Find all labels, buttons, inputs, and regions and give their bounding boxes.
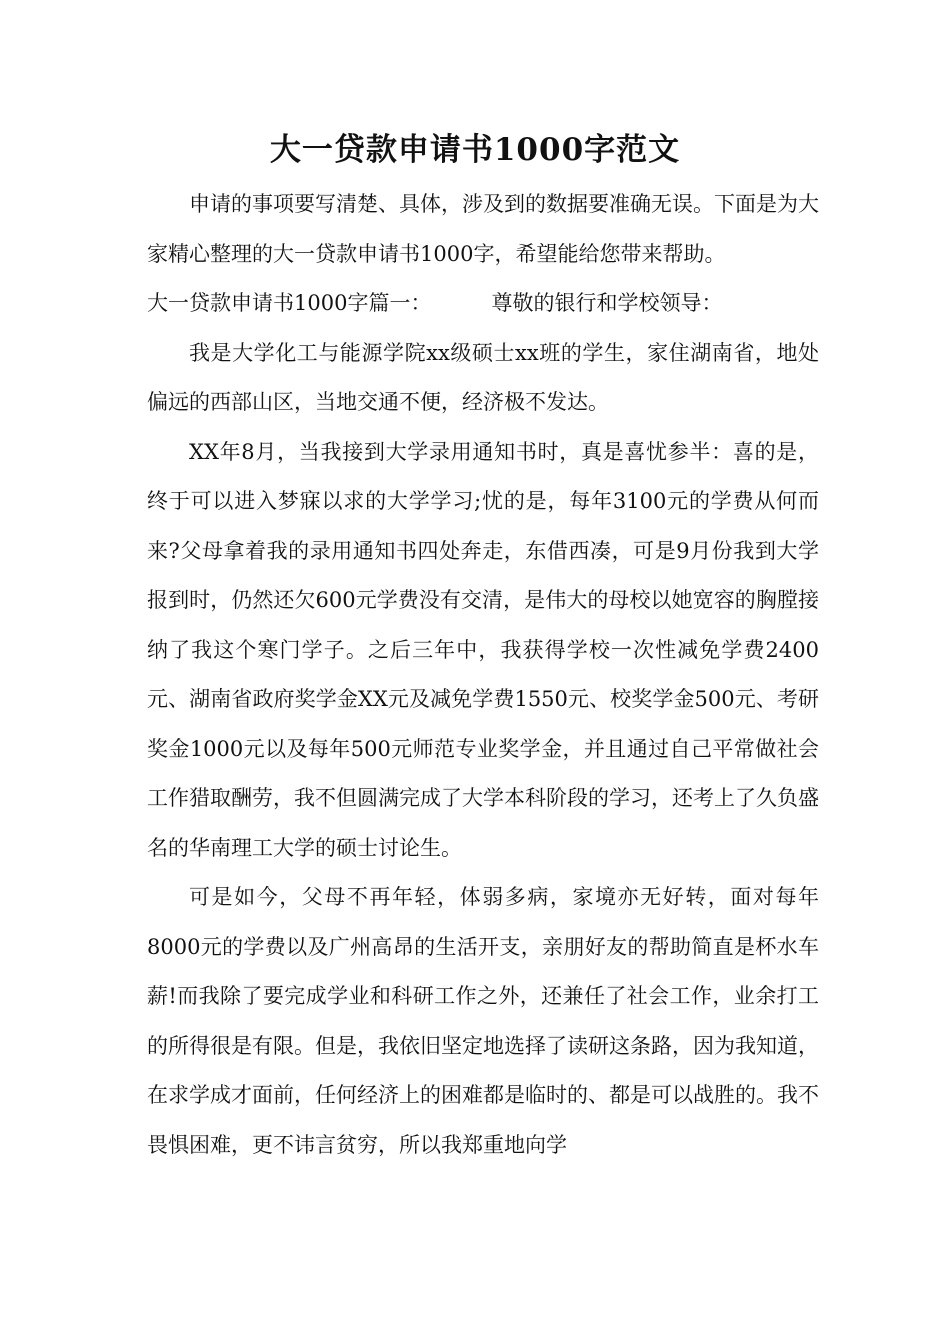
document-body (147, 180, 819, 1170)
section-heading: 大一贷款申请书1000字篇一： (147, 291, 432, 315)
section-heading-line (147, 279, 819, 329)
salutation: 尊敬的银行和学校领导： (491, 291, 723, 315)
document-title: 大一贷款申请书1000字范文 (269, 132, 681, 168)
body-paragraph-2: XX年8月，当我接到大学录用通知书时，真是喜忧参半：喜的是，终于可以进入梦寐以求的大学学习;忧的是，每年3100元的学费从何而来?父母拿着我的录用通知书四处奔走，东借西凑，可是9月份我到大学报到时，仍然还欠600元学费没有交清，是伟大的母校以她宽容的胸膛接纳了我这个寒门学子。之后三年中，我获得学校一次性减免学费2400元、湖南省政府奖学金XX元及减免学费1550元、校奖学金500元、考研奖金1000元以及每年500元师范专业奖学金，并且通过自己平常做社会工作猎取酬劳，我不但圆满完成了大学本科阶段的学习，还考上了久负盛名的华南理工大学的硕士讨论生。 (147, 439, 819, 860)
body-paragraph-3: 可是如今，父母不再年轻，体弱多病，家境亦无好转，面对每年8000元的学费以及广州高昂的生活开支，亲朋好友的帮助简直是杯水车薪!而我除了要完成学业和科研工作之外，还兼任了社会工作，业余打工的所得很是有限。但是，我依旧坚定地选择了读研这条路，因为我知道，在求学成才面前，任何经济上的困难都是临时的、都是可以战胜的。我不畏惧困难，更不讳言贫穷，所以我郑重地向学 (147, 885, 819, 1157)
intro-paragraph: 申请的事项要写清楚、具体，涉及到的数据要准确无误。下面是为大家精心整理的大一贷款申请书1000字，希望能给您带来帮助。 (147, 192, 819, 266)
body-paragraph-1: 我是大学化工与能源学院xx级硕士xx班的学生，家住湖南省，地处偏远的西部山区，当地交通不便，经济极不发达。 (147, 340, 819, 414)
